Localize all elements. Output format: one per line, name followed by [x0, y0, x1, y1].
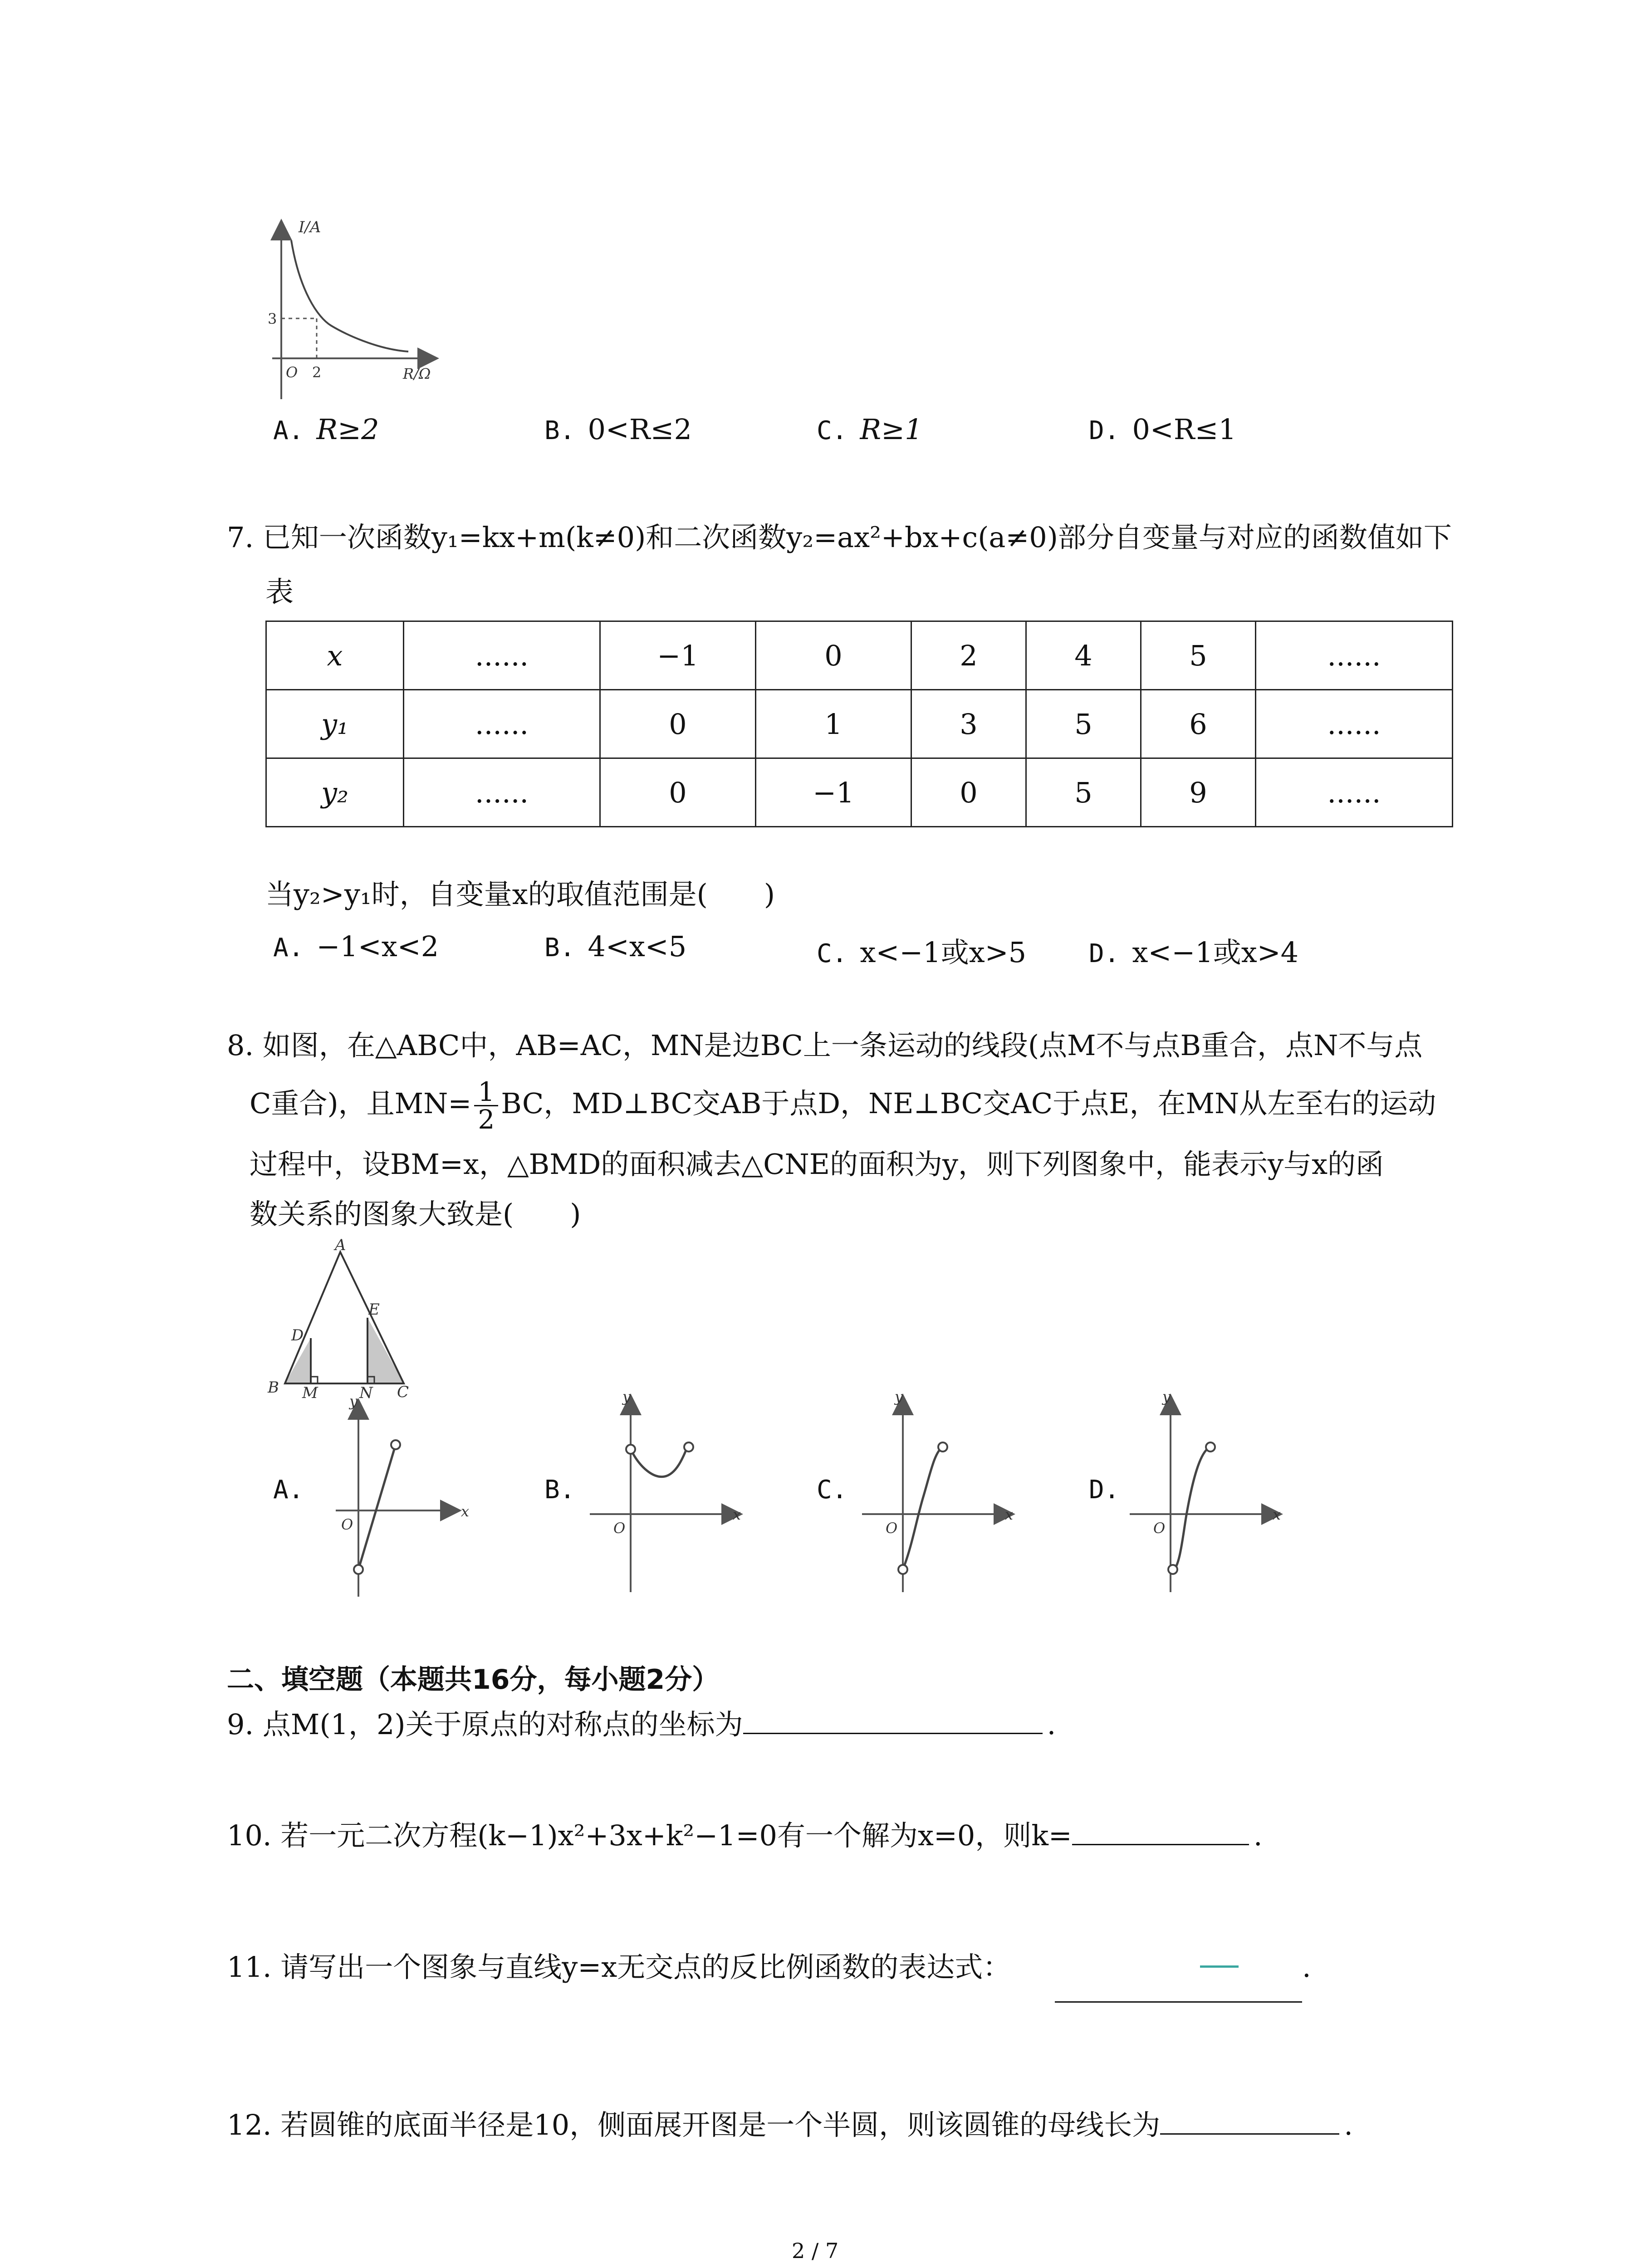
graph-a-origin: O — [341, 1516, 353, 1533]
fraction-denominator: 2 — [478, 1104, 495, 1135]
q6-option-b[interactable] — [544, 413, 692, 446]
section-title: 二、填空题（本题共16分，每小题2分） — [227, 1664, 720, 1696]
q11-end: . — [1302, 1950, 1311, 1984]
q9-end: . — [1047, 1708, 1056, 1741]
q10-end: . — [1253, 1819, 1263, 1852]
graph-d-y-label: y — [1162, 1388, 1171, 1405]
q8-line3: 过程中，设BM=x，△BMD的面积减去△CNE的面积为y，则下列图象中，能表示y与x的函 — [250, 1148, 1384, 1181]
q9-text: 9. 点M(1，2)关于原点的对称点的坐标为 — [227, 1708, 743, 1741]
graph-c-y-label: y — [895, 1388, 903, 1405]
option-label: D. — [1089, 1475, 1120, 1505]
table-cell: ...... — [404, 621, 600, 690]
q9 — [227, 1708, 1056, 1741]
graph-a-y-label: y — [349, 1393, 358, 1410]
q6-origin: O — [286, 364, 298, 381]
q11-answer-blank[interactable] — [1055, 2001, 1302, 2003]
q7-option-d[interactable] — [1089, 930, 1298, 970]
q7-option-b[interactable] — [544, 930, 686, 963]
table-cell: 5 — [1026, 758, 1141, 827]
table-cell: 4 — [1026, 621, 1141, 690]
q9-answer-blank[interactable] — [743, 1715, 1043, 1734]
option-text: −1<x<2 — [316, 930, 439, 963]
q12-end: . — [1344, 2108, 1353, 2141]
table-cell: ...... — [1256, 690, 1453, 758]
graph-b-x-label: x — [733, 1506, 741, 1523]
table-cell: 0 — [756, 621, 911, 690]
q8-line1: 8. 如图，在△ABC中，AB=AC，MN是边BC上一条运动的线段(点M不与点B重合，点N不与点 — [227, 1029, 1423, 1062]
q8-graph-b[interactable] — [590, 1383, 753, 1597]
q8-option-a[interactable] — [273, 1472, 316, 1505]
q8-option-d[interactable] — [1089, 1472, 1132, 1505]
q10-text: 10. 若一元二次方程(k−1)x²+3x+k²−1=0有一个解为x=0，则k= — [227, 1819, 1072, 1852]
option-label: A. — [273, 933, 304, 963]
label-m: M — [302, 1384, 318, 1402]
table-cell: ...... — [404, 758, 600, 827]
table-cell: −1 — [600, 621, 756, 690]
table-cell: −1 — [756, 758, 911, 827]
graph-b-curve — [631, 1447, 687, 1477]
table-cell: 1 — [756, 690, 911, 758]
option-label: C. — [817, 939, 847, 968]
table-cell: ...... — [1256, 621, 1453, 690]
option-text: 0<R≤1 — [1132, 413, 1236, 446]
q12-answer-blank[interactable] — [1160, 2115, 1339, 2135]
option-text: 0<R≤2 — [588, 413, 692, 446]
label-n: N — [359, 1384, 373, 1402]
table-row — [266, 758, 1453, 827]
q7-stem-line2: 表 — [265, 575, 294, 608]
table-cell: 6 — [1141, 690, 1256, 758]
table-cell: 5 — [1141, 621, 1256, 690]
table-cell: 0 — [600, 690, 756, 758]
option-label: C. — [817, 416, 847, 445]
table-cell: ...... — [1256, 758, 1453, 827]
graph-c-x-label: x — [1005, 1506, 1014, 1523]
q7-question: 当y₂>y₁时，自变量x的取值范围是( ) — [265, 878, 775, 911]
q8-line2-end: BC，MD⊥BC交AB于点D，NE⊥BC交AC于点E，在MN从左至右的运动 — [501, 1087, 1436, 1120]
option-text: x<−1或x>5 — [860, 936, 1027, 969]
option-label: C. — [817, 1475, 847, 1505]
table-cell: x — [266, 621, 404, 690]
q10-answer-blank[interactable] — [1072, 1826, 1249, 1845]
table-cell: 2 — [911, 621, 1026, 690]
table-cell: 5 — [1026, 690, 1141, 758]
q8-graph-c[interactable] — [862, 1383, 1025, 1597]
option-text: 4<x<5 — [588, 930, 687, 963]
table-cell: y₁ — [266, 690, 404, 758]
q7-option-a[interactable] — [273, 930, 439, 963]
graph-a-x-label: x — [461, 1503, 470, 1520]
q7-value-table — [265, 621, 1453, 827]
option-label: B. — [544, 416, 575, 445]
q6-x-tick: 2 — [312, 364, 322, 381]
q6-y-tick: 3 — [268, 310, 277, 327]
q8-option-c[interactable] — [817, 1472, 860, 1505]
page-number: 2 / 7 — [792, 2239, 839, 2263]
option-label: B. — [544, 1475, 575, 1505]
q6-option-a[interactable] — [273, 413, 379, 446]
option-label: A. — [273, 1475, 304, 1505]
q8-graph-a[interactable] — [336, 1388, 499, 1601]
graph-d-x-label: x — [1273, 1506, 1281, 1523]
q6-x-label: R/Ω — [403, 365, 431, 382]
graph-d-curve — [1173, 1447, 1210, 1569]
q6-option-c[interactable] — [817, 413, 923, 446]
q6-graph — [259, 213, 449, 404]
graph-c-curve — [903, 1447, 943, 1569]
q11 — [227, 1950, 1011, 1984]
q11-text: 11. 请写出一个图象与直线y=x无交点的反比例函数的表达式： — [227, 1950, 1011, 1984]
q7-stem-line1: 7. 已知一次函数y₁=kx+m(k≠0)和二次函数y₂=ax²+bx+c(a≠0)部分自变量与对应的函数值如下 — [227, 521, 1452, 554]
option-text: R≥2 — [316, 413, 379, 446]
q8-line2 — [250, 1070, 1436, 1138]
label-a: A — [335, 1238, 346, 1254]
option-label: D. — [1089, 416, 1120, 445]
graph-b-y-label: y — [622, 1388, 631, 1405]
shaded-triangle-bmd — [285, 1338, 311, 1383]
graph-c-origin: O — [886, 1520, 898, 1537]
option-label: D. — [1089, 939, 1120, 968]
table-cell: 9 — [1141, 758, 1256, 827]
q8-triangle-figure — [254, 1238, 445, 1402]
option-text: x<−1或x>4 — [1132, 936, 1299, 969]
q11-teal-mark — [1200, 1965, 1239, 1968]
table-cell: 0 — [911, 758, 1026, 827]
graph-a-line — [358, 1445, 396, 1569]
option-label: B. — [544, 933, 575, 963]
fraction-half — [474, 1076, 498, 1135]
table-cell: y₂ — [266, 758, 404, 827]
q8-line2-start: C重合)，且MN= — [250, 1087, 472, 1120]
q8-graph-d[interactable] — [1130, 1383, 1293, 1597]
q12-text: 12. 若圆锥的底面半径是10，侧面展开图是一个半圆，则该圆锥的母线长为 — [227, 2108, 1161, 2141]
q6-curve — [291, 240, 408, 352]
table-cell: 3 — [911, 690, 1026, 758]
q12 — [227, 2108, 1353, 2142]
option-label: A. — [273, 416, 304, 445]
label-c: C — [397, 1383, 409, 1401]
label-e: E — [368, 1300, 380, 1319]
label-d: D — [291, 1326, 304, 1344]
table-cell: 0 — [600, 758, 756, 827]
q6-y-label: I/A — [299, 218, 321, 236]
q8-line4: 数关系的图象大致是( ) — [250, 1198, 581, 1231]
q8-option-b[interactable] — [544, 1472, 588, 1505]
option-text: R≥1 — [860, 413, 923, 446]
graph-b-origin: O — [613, 1520, 626, 1537]
graph-d-origin: O — [1153, 1520, 1166, 1537]
fraction-numerator: 1 — [474, 1079, 498, 1106]
label-b: B — [268, 1378, 279, 1397]
table-row — [266, 690, 1453, 758]
q6-option-d[interactable] — [1089, 413, 1236, 446]
q10 — [227, 1819, 1263, 1853]
table-cell: ...... — [404, 690, 600, 758]
q7-option-c[interactable] — [817, 930, 1026, 970]
table-row — [266, 621, 1453, 690]
